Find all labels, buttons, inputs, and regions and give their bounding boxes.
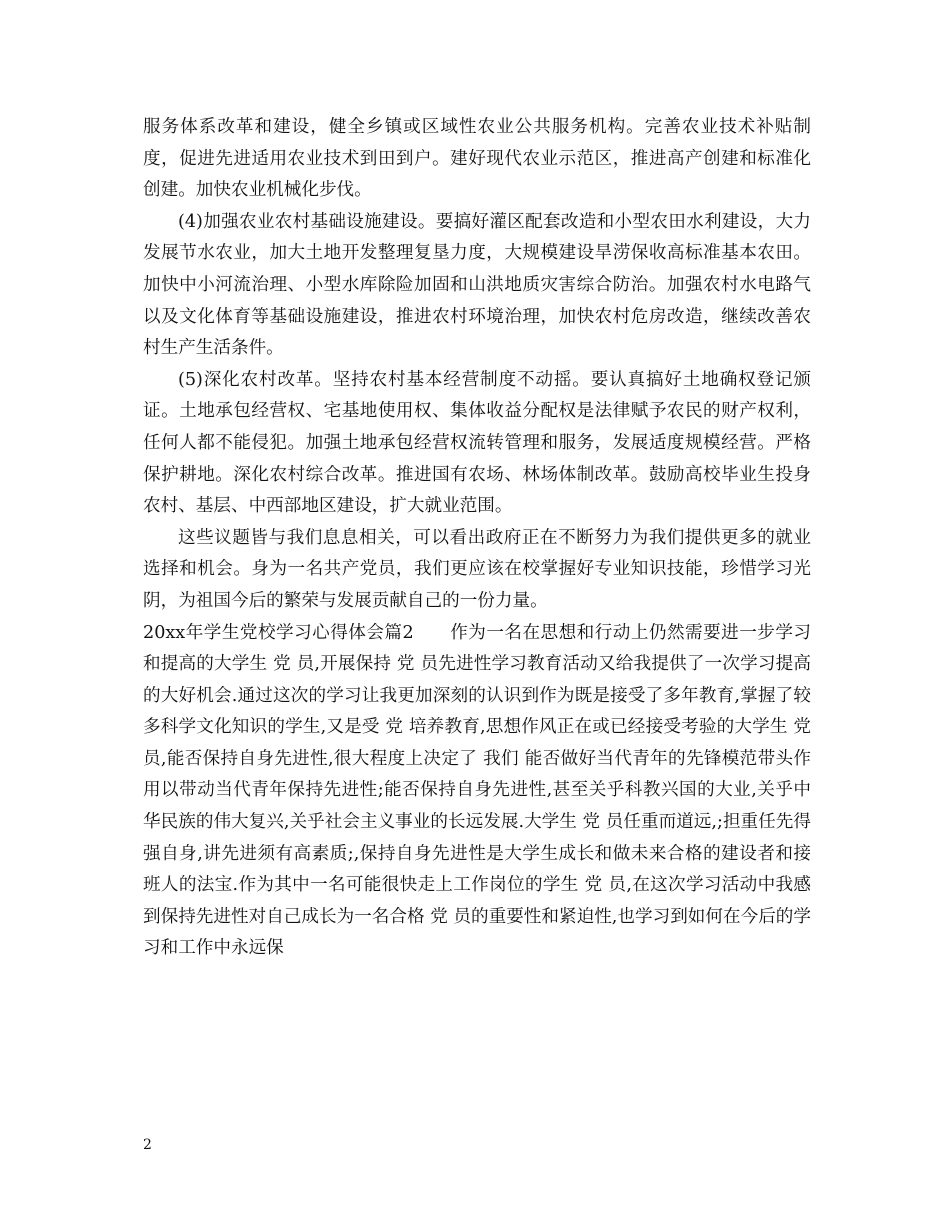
- paragraph-service-reform: 服务体系改革和建设，健全乡镇或区域性农业公共服务机构。完善农业技术补贴制度，促进先进适用农业技术到田到户。建好现代农业示范区，推进高产创建和标准化创建。加快农业机械化步伐。: [143, 117, 811, 201]
- paragraph-rural-reform: (5)深化农村改革。坚持农村基本经营制度不动摇。要认真搞好土地确权登记颁证。土地承包经营权、宅基地使用权、集体收益分配权是法律赋予农民的财产权利，任何人都不能侵犯。加强土地承包经营权流转管理和服务，发展适度规模经营。严格保护耕地。深化农村综合改革。推进国有农场、林场体制改革。鼓励高校毕业生投身农村、基层、中西部地区建设，扩大就业范围。: [143, 369, 811, 517]
- paragraph-infrastructure: (4)加强农业农村基础设施建设。要搞好灌区配套改造和小型农田水利建设，大力发展节水农业，加大土地开发整理复垦力度，大规模建设旱涝保收高标准基本农田。加快中小河流治理、小型水库除险加固和山洪地质灾害综合防治。加强农村水电路气以及文化体育等基础设施建设，推进农村环境治理，加快农村危房改造，继续改善农村生产生活条件。: [143, 211, 811, 359]
- paragraph-article-2: 20xx年学生党校学习心得体会篇2 作为一名在思想和行动上仍然需要进一步学习和提高的大学生 党 员,开展保持 党 员先进性学习教育活动又给我提供了一次学习提高的大好机会.通过这次的学习让我更加深刻的认识到作为既是接受了多年教育,掌握了较多科学文化知识的学生,又是受 党 培养教育,思想作风正在或已经接受考验的大学生 党 员,能否保持自身先进性,很大程度上决定了 我们 能否做好当代青年的先锋模范带头作用以带动当代青年保持先进性;能否保持自身先进性,甚至关乎科教兴国的大业,关乎中华民族的伟大复兴,关乎社会主义事业的长远发展.大学生 党 员任重而道远,;担重任先得强自身,讲先进须有高素质;,保持自身先进性是大学生成长和做未来合格的建设者和接班人的法宝.作为其中一名可能很快走上工作岗位的学生 党 员,在这次学习活动中我感到保持先进性对自己成长为一名合格 党 员的重要性和紧迫性,也学习到如何在今后的学习和工作中永远保: [143, 622, 811, 959]
- document-body: [143, 112, 811, 965]
- page-number: 2: [143, 1137, 152, 1153]
- paragraph-conclusion: 这些议题皆与我们息息相关，可以看出政府正在不断努力为我们提供更多的就业选择和机会。身为一名共产党员，我们更应该在校掌握好专业知识技能，珍惜学习光阴，为祖国今后的繁荣与发展贡献自己的一份力量。: [143, 527, 811, 611]
